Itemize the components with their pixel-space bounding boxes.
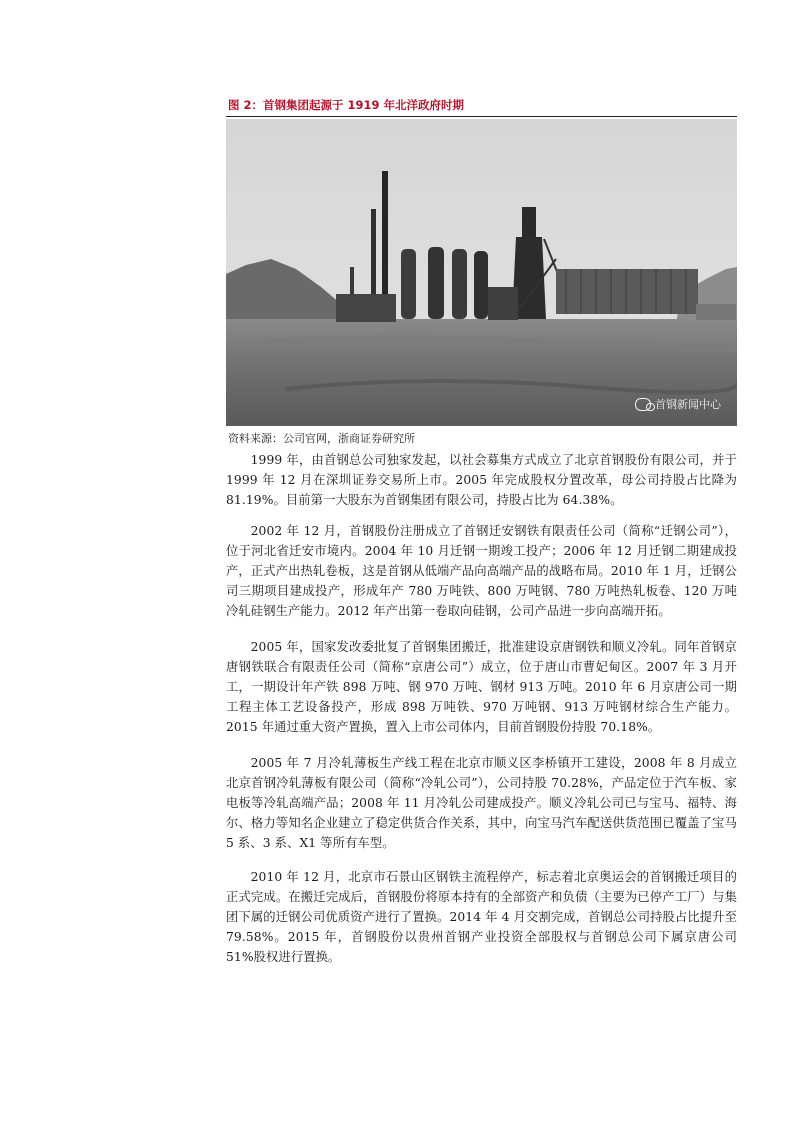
body-paragraph-1 [226,451,737,511]
paragraph-text: 2005 年 7 月冷轧薄板生产线工程在北京市顺义区李桥镇开工建设，2008 年 8 月成立北京首钢冷轧薄板有限公司（简称“冷轧公司”），公司持股 70.28%，产品定位于汽车板、家电板等冷轧高端产品；2008 年 11 月冷轧公司建成投产。顺义冷轧公司已与宝马、福特、海尔、格力等知名企业建立了稳定供货合作关系，其中，向宝马汽车配送供货范围已覆盖了宝马 5 系、3 系、X1 等所有车型。 [226,756,737,850]
watermark-text: 首钢新闻中心 [655,398,721,411]
watermark [635,396,721,412]
paragraph-text: 1999 年，由首钢总公司独家发起，以社会募集方式成立了北京首钢股份有限公司，并于 1999 年 12 月在深圳证券交易所上市。2005 年完成股权分置改革，母公司持股占比降为 81.19%。目前第一大股东为首钢集团有限公司，持股占比为 64.38%。 [226,453,737,507]
body-paragraph-4 [226,754,737,854]
body-paragraph-2 [226,522,737,622]
paragraph-text: 2002 年 12 月，首钢股份注册成立了首钢迁安钢铁有限责任公司（简称“迁钢公司”），位于河北省迁安市境内。2004 年 10 月迁钢一期竣工投产；2006 年 12 月迁钢二期建成投产，正式产出热轧卷板，这是首钢从低端产品向高端产品的战略布局。2010 年 1 月，迁钢公司三期项目建成投产，形成年产 780 万吨铁、800 万吨钢、780 万吨热轧板卷、120 万吨冷轧硅钢生产能力。2012 年产出第一卷取向硅钢，公司产品进一步向高端开拓。 [226,524,737,618]
historical-factory-photo [226,119,737,426]
paragraph-text: 2005 年，国家发改委批复了首钢集团搬迁，批准建设京唐钢铁和顺义冷轧。同年首钢京唐钢铁联合有限责任公司（简称“京唐公司”）成立，位于唐山市曹妃甸区。2007 年 3 月开工，一期设计年产铁 898 万吨、钢 970 万吨、钢材 913 万吨。2010 年 6 月京唐公司一期工程主体工艺设备投产，形成 898 万吨铁、970 万吨钢、913 万吨钢材综合生产能力。2015 年通过重大资产置换，置入上市公司体内，目前首钢股份持股 70.18%。 [226,640,737,734]
paragraph-text: 2010 年 12 月，北京市石景山区钢铁主流程停产，标志着北京奥运会的首钢搬迁项目的正式完成。在搬迁完成后，首钢股份将原本持有的全部资产和负债（主要为已停产工厂）与集团下属的迁钢公司优质资产进行了置换。2014 年 4 月交割完成，首钢总公司持股占比提升至 79.58%。2015 年，首钢股份以贵州首钢产业投资全部股权与首钢总公司下属京唐公司 51%股权进行置换。 [226,870,737,964]
caption-divider [226,116,737,117]
body-paragraph-5 [226,868,737,968]
figure-source: 资料来源：公司官网，浙商证券研究所 [228,432,415,445]
wechat-icon [635,398,651,411]
body-paragraph-3 [226,638,737,738]
figure-caption: 图 2：首钢集团起源于 1919 年北洋政府时期 [228,98,465,112]
